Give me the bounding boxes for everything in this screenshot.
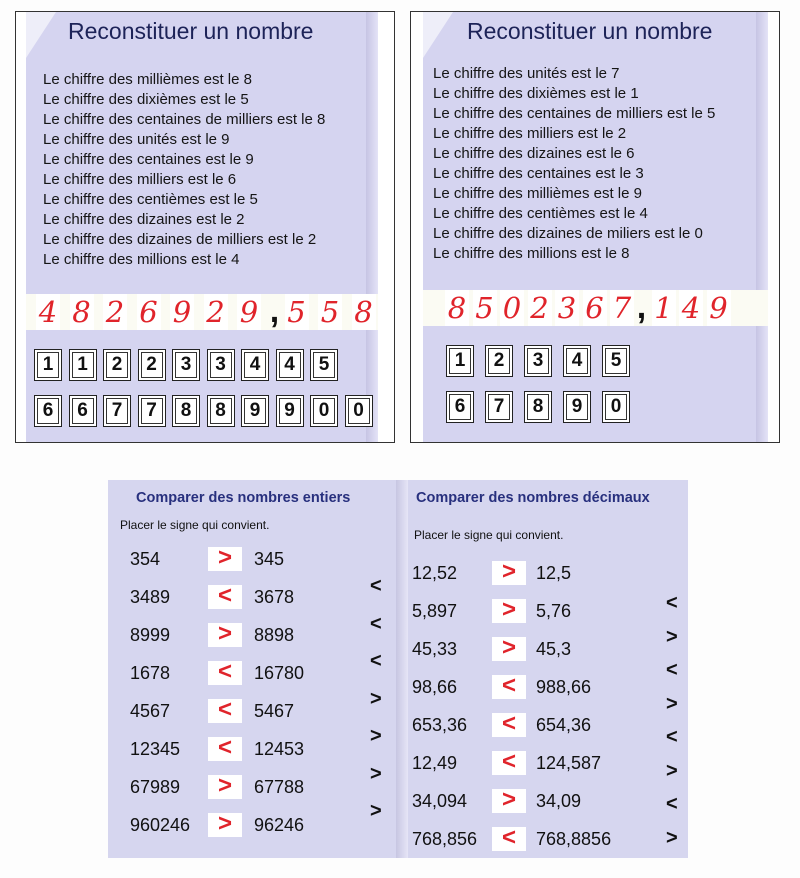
page-fold: [366, 12, 378, 442]
comparison-sign-box[interactable]: >: [208, 775, 242, 799]
comparison-sign-box[interactable]: >: [208, 623, 242, 647]
sign-option[interactable]: >: [370, 762, 382, 785]
number-right: 345: [254, 549, 285, 569]
digit-tile[interactable]: 6: [69, 395, 97, 427]
answer-digit[interactable]: 9: [237, 294, 261, 330]
section-title: Comparer des nombres entiers: [136, 490, 351, 506]
decimal-comma: ,: [269, 292, 280, 330]
sign-option[interactable]: >: [666, 625, 678, 648]
section-title: Comparer des nombres décimaux: [416, 490, 650, 506]
comparison-sign-box[interactable]: <: [492, 827, 526, 851]
number-left: 8999: [130, 625, 171, 645]
clue-item: Le chiffre des centaines de milliers est le 5: [433, 105, 716, 122]
clue-list: [43, 70, 325, 270]
digit-tile[interactable]: 8: [207, 395, 235, 427]
digit-tile[interactable]: 7: [138, 395, 166, 427]
digit-tile[interactable]: 2: [138, 349, 166, 381]
number-left: 12,49: [412, 753, 458, 773]
number-left: 34,094: [412, 791, 468, 811]
digit-tile[interactable]: 5: [602, 345, 630, 377]
digit-tile[interactable]: 9: [276, 395, 304, 427]
clue-item: Le chiffre des dizaines est le 6: [433, 145, 635, 162]
clue-item: Le chiffre des millièmes est le 8: [43, 71, 252, 88]
sign-option[interactable]: >: [666, 759, 678, 782]
comparison-sign-box[interactable]: >: [208, 813, 242, 837]
number-left: 768,856: [412, 829, 478, 849]
clue-item: Le chiffre des dizaines de milliers est le 2: [43, 231, 317, 248]
clue-item: Le chiffre des centièmes est le 4: [433, 205, 648, 222]
comparison-sign-box[interactable]: <: [492, 713, 526, 737]
clue-item: Le chiffre des dixièmes est le 1: [433, 85, 639, 102]
comparison-sign-box[interactable]: <: [208, 661, 242, 685]
page-corner: [423, 12, 453, 58]
clue-list: [433, 64, 715, 264]
answer-digit[interactable]: 8: [70, 294, 94, 330]
clue-item: Le chiffre des millions est le 4: [43, 251, 240, 268]
reconstituer-card-2: [410, 11, 780, 443]
digit-tile[interactable]: 6: [446, 391, 474, 423]
digit-tile[interactable]: 5: [310, 349, 338, 381]
answer-digit[interactable]: 2: [103, 294, 127, 330]
number-left: 4567: [130, 701, 171, 721]
comparison-row: [406, 597, 686, 625]
number-left: 960246: [130, 815, 191, 835]
sign-option[interactable]: <: [666, 726, 678, 748]
sign-option[interactable]: <: [666, 592, 678, 614]
comparison-sign-box[interactable]: <: [208, 737, 242, 761]
comparison-row: [108, 811, 388, 839]
number-left: 12,52: [412, 563, 458, 583]
clue-item: Le chiffre des centaines est le 3: [433, 165, 644, 182]
number-left: 67989: [130, 777, 181, 797]
number-right: 12,5: [536, 563, 572, 583]
comparison-row: [406, 787, 686, 815]
comparison-sign-box[interactable]: >: [492, 789, 526, 813]
digit-tile[interactable]: 3: [207, 349, 235, 381]
answer-digit[interactable]: 8: [445, 290, 469, 326]
answer-digit[interactable]: 4: [36, 294, 60, 330]
page-corner: [26, 12, 56, 58]
sign-option[interactable]: >: [370, 687, 382, 710]
digit-tile[interactable]: 7: [485, 391, 513, 423]
digit-tile[interactable]: 3: [524, 345, 552, 377]
number-right: 8898: [254, 625, 295, 645]
clue-item: Le chiffre des centaines est le 9: [43, 151, 254, 168]
number-left: 1678: [130, 663, 171, 683]
digit-tile[interactable]: 0: [602, 391, 630, 423]
digit-tile[interactable]: 7: [103, 395, 131, 427]
number-right: 124,587: [536, 753, 602, 773]
sign-option[interactable]: <: [666, 659, 678, 681]
digit-tile[interactable]: 3: [172, 349, 200, 381]
digit-tile[interactable]: 4: [276, 349, 304, 381]
sign-option[interactable]: <: [666, 793, 678, 815]
number-right: 45,3: [536, 639, 572, 659]
number-right: 988,66: [536, 677, 592, 697]
comparison-row: [108, 659, 388, 687]
comparison-row: [406, 673, 686, 701]
comparison-row: [406, 559, 686, 587]
number-right: 34,09: [536, 791, 582, 811]
answer-digit[interactable]: 7: [610, 290, 634, 326]
number-left: 3489: [130, 587, 171, 607]
comparison-sign-box[interactable]: <: [492, 675, 526, 699]
instruction: Placer le signe qui convient.: [120, 518, 270, 532]
page-title: Reconstituer un nombre: [68, 18, 314, 44]
clue-item: Le chiffre des millièmes est le 9: [433, 185, 642, 202]
decimal-comma: ,: [636, 288, 647, 326]
number-right: 5467: [254, 701, 295, 721]
number-left: 354: [130, 549, 161, 569]
number-left: 45,33: [412, 639, 458, 659]
digit-tile[interactable]: 0: [345, 395, 373, 427]
answer-digit[interactable]: 5: [285, 294, 309, 330]
answer-digit[interactable]: 4: [679, 290, 703, 326]
answer-digit[interactable]: 5: [318, 294, 342, 330]
clue-item: Le chiffre des centièmes est le 5: [43, 191, 258, 208]
answer-digit[interactable]: 9: [170, 294, 194, 330]
number-right: 5,76: [536, 601, 572, 621]
clue-item: Le chiffre des dixièmes est le 5: [43, 91, 249, 108]
number-left: 12345: [130, 739, 181, 759]
comparison-row: [406, 635, 686, 663]
clue-item: Le chiffre des dizaines de miliers est le 0: [433, 225, 703, 242]
clue-item: Le chiffre des milliers est le 6: [43, 171, 237, 188]
digit-tile[interactable]: 1: [34, 349, 62, 381]
sign-option[interactable]: >: [370, 725, 382, 747]
sign-option[interactable]: >: [370, 800, 382, 822]
digit-tile[interactable]: 2: [103, 349, 131, 381]
comparison-row: [406, 749, 686, 777]
comparison-row: [108, 773, 388, 801]
clue-item: Le chiffre des unités est le 7: [433, 65, 620, 82]
sign-option[interactable]: >: [666, 826, 678, 849]
comparison-row: [108, 697, 388, 725]
comparison-sign-box[interactable]: <: [492, 751, 526, 775]
digit-tile[interactable]: 2: [485, 345, 513, 377]
digit-tile[interactable]: 0: [310, 395, 338, 427]
number-right: 96246: [254, 815, 305, 835]
number-left: 98,66: [412, 677, 458, 697]
digit-tile[interactable]: 4: [563, 345, 591, 377]
digit-tile[interactable]: 9: [563, 391, 591, 423]
comparer-sheet: [108, 480, 688, 858]
clue-item: Le chiffre des millions est le 8: [433, 245, 630, 262]
answer-digit[interactable]: 3: [555, 290, 579, 326]
comparison-row: [406, 711, 686, 739]
sign-option[interactable]: >: [666, 692, 678, 715]
digit-tile[interactable]: 1: [69, 349, 97, 381]
answer-number-row: [26, 294, 378, 330]
comparison-sign-box[interactable]: <: [208, 585, 242, 609]
number-left: 5,897: [412, 601, 458, 621]
reconstituer-card-1: [15, 11, 395, 443]
instruction: Placer le signe qui convient.: [414, 528, 564, 542]
number-right: 654,36: [536, 715, 592, 735]
page-fold: [756, 12, 768, 442]
number-right: 12453: [254, 739, 305, 759]
comparison-row: [108, 735, 388, 763]
number-right: 3678: [254, 587, 295, 607]
comparison-row: [406, 825, 686, 853]
answer-digit[interactable]: 2: [528, 290, 552, 326]
answer-digit[interactable]: 9: [707, 290, 731, 326]
page-decimaux: [406, 480, 688, 858]
answer-digit[interactable]: 6: [137, 294, 161, 330]
comparison-sign-box[interactable]: >: [492, 637, 526, 661]
comparison-row: [108, 545, 388, 573]
sign-option[interactable]: <: [370, 650, 382, 672]
comparison-sign-box[interactable]: >: [492, 561, 526, 585]
comparison-row: [108, 583, 388, 611]
comparison-sign-box[interactable]: >: [208, 547, 242, 571]
answer-digit[interactable]: 0: [500, 290, 524, 326]
answer-digit[interactable]: 5: [473, 290, 497, 326]
comparison-row: [108, 621, 388, 649]
answer-number-row: [423, 290, 768, 326]
digit-tile[interactable]: 8: [172, 395, 200, 427]
digit-tile[interactable]: 4: [241, 349, 269, 381]
clue-item: Le chiffre des centaines de milliers est le 8: [43, 111, 326, 128]
clue-item: Le chiffre des milliers est le 2: [433, 125, 627, 142]
sign-option[interactable]: <: [370, 612, 382, 635]
sign-option[interactable]: <: [370, 575, 382, 597]
number-right: 67788: [254, 777, 305, 797]
answer-digit[interactable]: 2: [204, 294, 228, 330]
digit-tile[interactable]: 1: [446, 345, 474, 377]
number-right: 768,8856: [536, 829, 612, 849]
answer-digit[interactable]: 1: [652, 290, 676, 326]
answer-digit[interactable]: 8: [352, 294, 376, 330]
answer-digit[interactable]: 6: [583, 290, 607, 326]
digit-tile[interactable]: 8: [524, 391, 552, 423]
number-right: 16780: [254, 663, 305, 683]
number-left: 653,36: [412, 715, 468, 735]
page-title: Reconstituer un nombre: [467, 18, 713, 44]
comparison-sign-box[interactable]: >: [492, 599, 526, 623]
clue-item: Le chiffre des unités est le 9: [43, 131, 230, 148]
page-entiers: [108, 480, 398, 858]
digit-tile[interactable]: 9: [241, 395, 269, 427]
clue-item: Le chiffre des dizaines est le 2: [43, 211, 245, 228]
digit-tile[interactable]: 6: [34, 395, 62, 427]
comparison-sign-box[interactable]: <: [208, 699, 242, 723]
